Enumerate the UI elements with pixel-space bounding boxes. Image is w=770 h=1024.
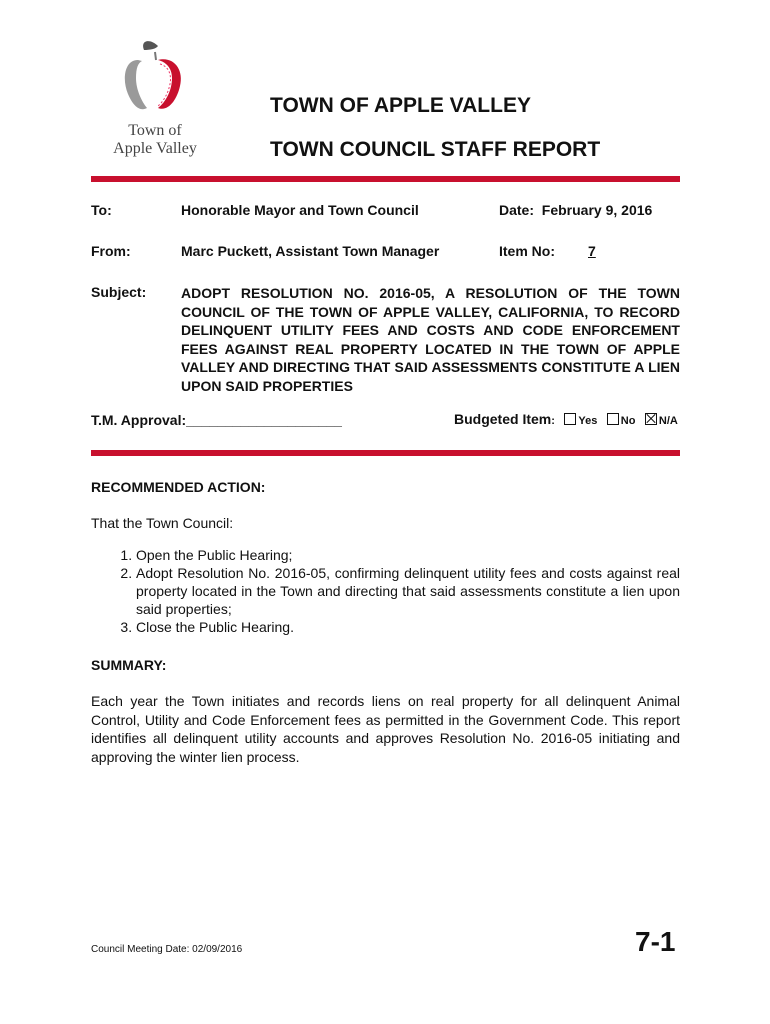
to-label: To: bbox=[91, 202, 112, 218]
logo-line-2: Apple Valley bbox=[113, 140, 197, 157]
yes-checkbox[interactable] bbox=[564, 413, 576, 425]
na-checkbox-checked[interactable] bbox=[645, 413, 657, 425]
subject-label: Subject: bbox=[91, 284, 147, 300]
document-subtitle: TOWN COUNCIL STAFF REPORT bbox=[270, 138, 601, 161]
date-label: Date: bbox=[499, 202, 535, 218]
list-item: 3. Close the Public Hearing. bbox=[136, 618, 680, 636]
tm-approval-signature-line: ____________________ bbox=[186, 412, 342, 428]
list-item: 1. Open the Public Hearing; bbox=[136, 546, 680, 564]
town-logo bbox=[100, 36, 220, 166]
meeting-date-footer: Council Meeting Date: 02/09/2016 bbox=[91, 944, 243, 955]
logo-line-1: Town of bbox=[128, 122, 182, 139]
action-list bbox=[91, 546, 680, 636]
item-number: 7 bbox=[588, 243, 596, 259]
tm-approval bbox=[91, 412, 342, 428]
summary-heading: SUMMARY: bbox=[91, 657, 167, 673]
recommended-action-heading: RECOMMENDED ACTION: bbox=[91, 479, 266, 495]
budgeted-item bbox=[454, 411, 678, 429]
header-divider bbox=[91, 176, 680, 182]
list-item: 2. Adopt Resolution No. 2016-05, confirming delinquent utility fees and costs against real property located in the Town and directing that said assessments constitute a lien upon said properties; bbox=[136, 564, 680, 618]
apple-logo-icon bbox=[100, 36, 210, 116]
date-field bbox=[499, 202, 652, 218]
date-value: February 9, 2016 bbox=[541, 202, 653, 218]
na-label: N/A bbox=[658, 415, 678, 427]
summary-text: Each year the Town initiates and records liens on real property for all delinquent Animal Control, Utility and Code Enforcement fees as permitted in the Government Code. This report identifies all delinquent utility accounts and approves Resolution No. 2016-05 initiating and approving the winter lien process. bbox=[91, 693, 680, 765]
no-label: No bbox=[620, 415, 636, 427]
page-number: 7-1 bbox=[635, 926, 676, 957]
to-value: Honorable Mayor and Town Council bbox=[181, 202, 419, 218]
tm-approval-label: T.M. Approval: bbox=[91, 412, 187, 428]
item-label: Item No: bbox=[499, 243, 555, 259]
budgeted-colon: : bbox=[551, 415, 555, 427]
from-label: From: bbox=[91, 243, 131, 259]
memo-divider bbox=[91, 450, 680, 456]
document-title: TOWN OF APPLE VALLEY bbox=[270, 94, 531, 117]
budgeted-label: Budgeted Item bbox=[454, 411, 552, 427]
recommended-intro: That the Town Council: bbox=[91, 515, 234, 531]
no-checkbox[interactable] bbox=[607, 413, 619, 425]
from-value: Marc Puckett, Assistant Town Manager bbox=[181, 243, 440, 259]
subject-text: ADOPT RESOLUTION NO. 2016-05, A RESOLUTION OF THE TOWN COUNCIL OF THE TOWN OF APPLE VALLEY, CALIFORNIA, TO RECORD DELINQUENT UTILITY FEES AND COSTS AND CODE ENFORCEMENT FEES AGAINST REAL PROPERTY LOCATED IN THE TOWN OF APPLE VALLEY AND DIRECTING THAT SAID ASSESSMENTS CONSTITUTE A LIEN UPON SAID PROPERTIES bbox=[181, 285, 680, 394]
yes-label: Yes bbox=[578, 415, 598, 427]
